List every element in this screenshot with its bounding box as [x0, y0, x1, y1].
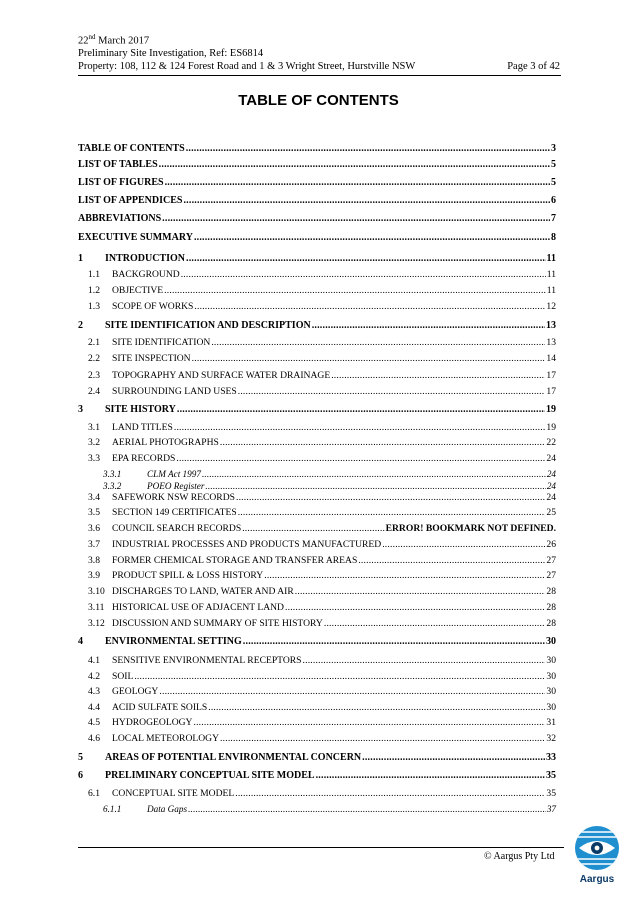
- toc-entry-page: 6: [551, 195, 556, 206]
- toc-entry[interactable]: [78, 480, 556, 492]
- toc-entry-title: SITE IDENTIFICATION AND DESCRIPTION: [105, 320, 311, 331]
- toc-entry-title: ABBREVIATIONS: [78, 213, 162, 224]
- toc-dot-leader: [285, 602, 545, 614]
- toc-dot-leader: [165, 177, 550, 189]
- toc-entry[interactable]: [78, 453, 556, 465]
- toc-entry-title: PRELIMINARY CONCEPTUAL SITE MODEL: [105, 770, 315, 781]
- toc-entry-number: 6: [78, 770, 83, 781]
- toc-entry-number: 1: [78, 253, 83, 264]
- toc-entry-title: SURROUNDING LAND USES: [112, 386, 237, 397]
- toc-entry-title: INDUSTRIAL PROCESSES AND PRODUCTS MANUFACTURED: [112, 539, 382, 550]
- toc-entry-number: 4.3: [88, 686, 100, 697]
- toc-entry-page: 35: [546, 770, 556, 781]
- toc-dot-leader: [194, 232, 550, 244]
- header-divider: [78, 75, 561, 76]
- toc-entry-page: 27: [546, 570, 556, 581]
- toc-entry[interactable]: [78, 320, 556, 332]
- toc-dot-leader: [183, 195, 550, 207]
- toc-entry-page: 28: [546, 618, 556, 629]
- toc-entry[interactable]: [78, 555, 556, 567]
- page-title: TABLE OF CONTENTS: [238, 92, 399, 109]
- toc-entry-title: CONCEPTUAL SITE MODEL: [112, 788, 235, 799]
- toc-entry-title: GEOLOGY: [112, 686, 159, 697]
- toc-dot-leader: [134, 671, 545, 683]
- toc-dot-leader: [238, 507, 546, 519]
- toc-entry-title: AREAS OF POTENTIAL ENVIRONMENTAL CONCERN: [105, 752, 362, 763]
- toc-entry-number: 3.1: [88, 422, 100, 433]
- toc-entry-title: LIST OF FIGURES: [78, 177, 164, 188]
- toc-entry[interactable]: [78, 437, 556, 449]
- toc-entry-number: 1.3: [88, 301, 100, 312]
- toc-entry[interactable]: [78, 803, 556, 815]
- toc-entry[interactable]: [78, 468, 556, 480]
- toc-entry[interactable]: [78, 655, 556, 667]
- toc-entry[interactable]: [78, 195, 556, 207]
- toc-entry-page: 30: [546, 636, 556, 647]
- toc-entry[interactable]: [78, 602, 556, 614]
- toc-entry[interactable]: [78, 386, 556, 398]
- toc-entry-number: 2.4: [88, 386, 100, 397]
- toc-entry-title: SITE HISTORY: [105, 404, 176, 415]
- toc-entry-number: 4.1: [88, 655, 100, 666]
- toc-entry-title: INTRODUCTION: [105, 253, 186, 264]
- toc-entry-number: 4.2: [88, 671, 100, 682]
- toc-dot-leader: [236, 492, 545, 504]
- toc-entry-title: SAFEWORK NSW RECORDS: [112, 492, 235, 503]
- toc-entry[interactable]: [78, 253, 556, 265]
- toc-dot-leader: [303, 655, 546, 667]
- toc-entry[interactable]: [78, 177, 556, 189]
- toc-entry-title: Data Gaps: [147, 804, 188, 814]
- header-property: Property: 108, 112 & 124 Forest Road and 1 & 3 Wright Street, Hurstville NSW: [78, 60, 416, 72]
- toc-entry-error: ERROR! BOOKMARK NOT DEFINED.: [385, 523, 556, 534]
- toc-entry[interactable]: [78, 213, 556, 225]
- toc-entry-page: 28: [546, 602, 556, 613]
- toc-entry-number: 3.5: [88, 507, 100, 518]
- toc-entry-title: HYDROGEOLOGY: [112, 717, 193, 728]
- toc-dot-leader: [174, 422, 546, 434]
- toc-entry-number: 4.5: [88, 717, 100, 728]
- toc-entry-title: DISCUSSION AND SUMMARY OF SITE HISTORY: [112, 618, 323, 629]
- toc-entry-title: LIST OF APPENDICES: [78, 195, 183, 206]
- toc-entry[interactable]: [78, 570, 556, 582]
- footer-copyright: © Aargus Pty Ltd: [484, 851, 555, 862]
- toc-dot-leader: [211, 337, 545, 349]
- toc-dot-leader: [295, 586, 546, 598]
- toc-entry[interactable]: [78, 370, 556, 382]
- toc-entry-title: SECTION 149 CERTIFICATES: [112, 507, 237, 518]
- toc-entry-title: SITE IDENTIFICATION: [112, 337, 211, 348]
- toc-dot-leader: [188, 803, 546, 815]
- toc-entry[interactable]: [78, 159, 556, 171]
- toc-entry-page: 37: [546, 804, 556, 814]
- toc-dot-leader: [220, 437, 546, 449]
- toc-dot-leader: [358, 555, 545, 567]
- toc-entry-number: 2.1: [88, 337, 100, 348]
- toc-entry-number: 3.8: [88, 555, 100, 566]
- toc-dot-leader: [186, 253, 546, 265]
- logo-text: Aargus: [579, 874, 615, 885]
- toc-entry-page: 30: [546, 702, 556, 713]
- toc-entry[interactable]: [78, 353, 556, 365]
- toc-entry[interactable]: [78, 422, 556, 434]
- toc-entry[interactable]: [78, 404, 556, 416]
- toc-dot-leader: [243, 636, 545, 648]
- toc-dot-leader: [324, 618, 546, 630]
- toc-entry-page: 28: [546, 586, 556, 597]
- toc-entry-page: 17: [546, 386, 556, 397]
- toc-dot-leader: [264, 570, 545, 582]
- toc-entry[interactable]: [78, 337, 556, 349]
- toc-dot-leader: [194, 301, 545, 313]
- toc-entry-title: ENVIRONMENTAL SETTING: [105, 636, 242, 647]
- toc-entry-title: EXECUTIVE SUMMARY: [78, 232, 193, 243]
- toc-entry-number: 3.7: [88, 539, 100, 550]
- toc-entry-title: TABLE OF CONTENTS: [78, 143, 185, 154]
- toc-entry-title: SOIL: [112, 671, 134, 682]
- toc-entry-number: 2.3: [88, 370, 100, 381]
- toc-dot-leader: [382, 539, 545, 551]
- toc-entry-title: SITE INSPECTION: [112, 353, 191, 364]
- toc-entry[interactable]: [78, 523, 556, 535]
- toc-entry-page: 24: [546, 453, 556, 464]
- toc-entry-number: 3.4: [88, 492, 100, 503]
- toc-entry-page: 24: [546, 469, 556, 479]
- toc-entry[interactable]: [78, 301, 556, 313]
- toc-dot-leader: [362, 752, 545, 764]
- toc-entry[interactable]: [78, 507, 556, 519]
- toc-entry-page: 13: [546, 337, 556, 348]
- toc-entry-number: 3.9: [88, 570, 100, 581]
- toc-entry[interactable]: [78, 492, 556, 504]
- footer-divider: [78, 847, 564, 848]
- toc-dot-leader: [164, 285, 546, 297]
- page-header: [78, 31, 560, 73]
- toc-dot-leader: [242, 523, 384, 535]
- toc-entry-page: 5: [551, 177, 556, 188]
- toc-entry-page: 26: [546, 539, 556, 550]
- toc-entry-page: 17: [546, 370, 556, 381]
- toc-entry-number: 2: [78, 320, 83, 331]
- toc-dot-leader: [159, 159, 550, 171]
- toc-dot-leader: [181, 269, 546, 281]
- toc-entry-number: 3.6: [88, 523, 100, 534]
- toc-entry-number: 3.3.2: [103, 481, 122, 491]
- toc-entry-title: PRODUCT SPILL & LOSS HISTORY: [112, 570, 264, 581]
- toc-entry-title: COUNCIL SEARCH RECORDS: [112, 523, 242, 534]
- toc-entry-title: CLM Act 1997: [147, 469, 201, 479]
- toc-entry-title: TOPOGRAPHY AND SURFACE WATER DRAINAGE: [112, 370, 331, 381]
- toc-entry-number: 3: [78, 404, 83, 415]
- toc-entry[interactable]: [78, 269, 556, 281]
- toc-entry-page: 11: [546, 269, 556, 280]
- toc-entry-title: LOCAL METEOROLOGY: [112, 733, 220, 744]
- toc-entry-page: 27: [546, 555, 556, 566]
- toc-dot-leader: [177, 404, 545, 416]
- toc-entry-page: 14: [546, 353, 556, 364]
- toc-entry-title: SCOPE OF WORKS: [112, 301, 194, 312]
- toc-entry-page: 30: [546, 671, 556, 682]
- toc-entry-number: 4.4: [88, 702, 100, 713]
- toc-entry-number: 3.2: [88, 437, 100, 448]
- toc-dot-leader: [312, 320, 545, 332]
- toc-entry-number: 3.3.1: [103, 469, 122, 479]
- toc-entry[interactable]: [78, 143, 556, 155]
- toc-entry-title: POEO Register: [147, 481, 205, 491]
- toc-entry-title: EPA RECORDS: [112, 453, 176, 464]
- globe-eye-icon: [573, 824, 621, 888]
- toc-entry-title: HISTORICAL USE OF ADJACENT LAND: [112, 602, 284, 613]
- toc-entry-page: 25: [546, 507, 556, 518]
- toc-entry[interactable]: [78, 752, 556, 764]
- toc-entry-title: AERIAL PHOTOGRAPHS: [112, 437, 219, 448]
- toc-entry-title: BACKGROUND: [112, 269, 180, 280]
- toc-dot-leader: [202, 468, 546, 480]
- header-page-number: Page 3 of 42: [507, 60, 560, 72]
- toc-entry-page: 24: [546, 481, 556, 491]
- toc-entry-page: 3: [551, 143, 556, 154]
- toc-dot-leader: [331, 370, 545, 382]
- toc-entry-number: 2.2: [88, 353, 100, 364]
- toc-entry[interactable]: [78, 788, 556, 800]
- toc-entry-title: DISCHARGES TO LAND, WATER AND AIR: [112, 586, 294, 597]
- toc-entry[interactable]: [78, 618, 556, 630]
- toc-entry-number: 3.10: [88, 586, 105, 597]
- toc-entry-number: 1.1: [88, 269, 100, 280]
- toc-entry-page: 22: [546, 437, 556, 448]
- toc-dot-leader: [162, 213, 550, 225]
- toc-entry[interactable]: [78, 671, 556, 683]
- toc-entry[interactable]: [78, 539, 556, 551]
- toc-entry-title: LAND TITLES: [112, 422, 173, 433]
- toc-entry-title: ACID SULFATE SOILS: [112, 702, 208, 713]
- toc-dot-leader: [193, 717, 545, 729]
- toc-entry[interactable]: [78, 702, 556, 714]
- toc-entry-page: 12: [546, 301, 556, 312]
- toc-entry-number: 3.11: [88, 602, 105, 613]
- toc-entry-number: 3.3: [88, 453, 100, 464]
- toc-entry-page: 5: [551, 159, 556, 170]
- toc-entry-title: OBJECTIVE: [112, 285, 164, 296]
- toc-entry-page: 30: [546, 655, 556, 666]
- toc-dot-leader: [205, 480, 545, 492]
- toc-entry[interactable]: [78, 285, 556, 297]
- toc-entry-title: LIST OF TABLES: [78, 159, 158, 170]
- toc-entry-number: 1.2: [88, 285, 100, 296]
- toc-entry-page: 11: [546, 253, 556, 264]
- toc-entry-page: 31: [546, 717, 556, 728]
- toc-entry-number: 3.12: [88, 618, 105, 629]
- toc-entry[interactable]: [78, 686, 556, 698]
- toc-entry-page: 11: [546, 285, 556, 296]
- toc-entry-number: 6.1.1: [103, 804, 122, 814]
- toc-entry-page: 8: [551, 232, 556, 243]
- toc-entry[interactable]: [78, 586, 556, 598]
- toc-entry-number: 4.6: [88, 733, 100, 744]
- toc-entry-page: 19: [546, 404, 556, 415]
- toc-dot-leader: [192, 353, 546, 365]
- toc-entry-number: 5: [78, 752, 83, 763]
- toc-dot-leader: [159, 686, 545, 698]
- header-report-ref: Preliminary Site Investigation, Ref: ES6814: [78, 48, 264, 59]
- toc-dot-leader: [238, 386, 546, 398]
- toc-entry-title: FORMER CHEMICAL STORAGE AND TRANSFER AREAS: [112, 555, 358, 566]
- toc-entry[interactable]: [78, 636, 556, 648]
- toc-entry-page: 30: [546, 686, 556, 697]
- toc-entry-title: SENSITIVE ENVIRONMENTAL RECEPTORS: [112, 655, 302, 666]
- toc-entry[interactable]: [78, 770, 556, 782]
- toc-entry[interactable]: [78, 717, 556, 729]
- toc-entry-page: 13: [546, 320, 556, 331]
- toc-entry[interactable]: [78, 733, 556, 745]
- header-date: 22nd March 2017: [78, 33, 150, 47]
- toc-dot-leader: [220, 733, 545, 745]
- toc-dot-leader: [235, 788, 545, 800]
- toc-entry-page: 19: [546, 422, 556, 433]
- toc-entry-number: 4: [78, 636, 83, 647]
- toc-entry-page: 32: [546, 733, 556, 744]
- toc-entry[interactable]: [78, 232, 556, 244]
- toc-dot-leader: [186, 143, 550, 155]
- toc-entry-page: 33: [546, 752, 556, 763]
- toc-entry-page: 7: [551, 213, 556, 224]
- toc-dot-leader: [176, 453, 545, 465]
- toc-entry-number: 6.1: [88, 788, 100, 799]
- toc-entry-page: 24: [546, 492, 556, 503]
- toc-dot-leader: [316, 770, 545, 782]
- toc-dot-leader: [208, 702, 545, 714]
- toc-entry-page: 35: [546, 788, 556, 799]
